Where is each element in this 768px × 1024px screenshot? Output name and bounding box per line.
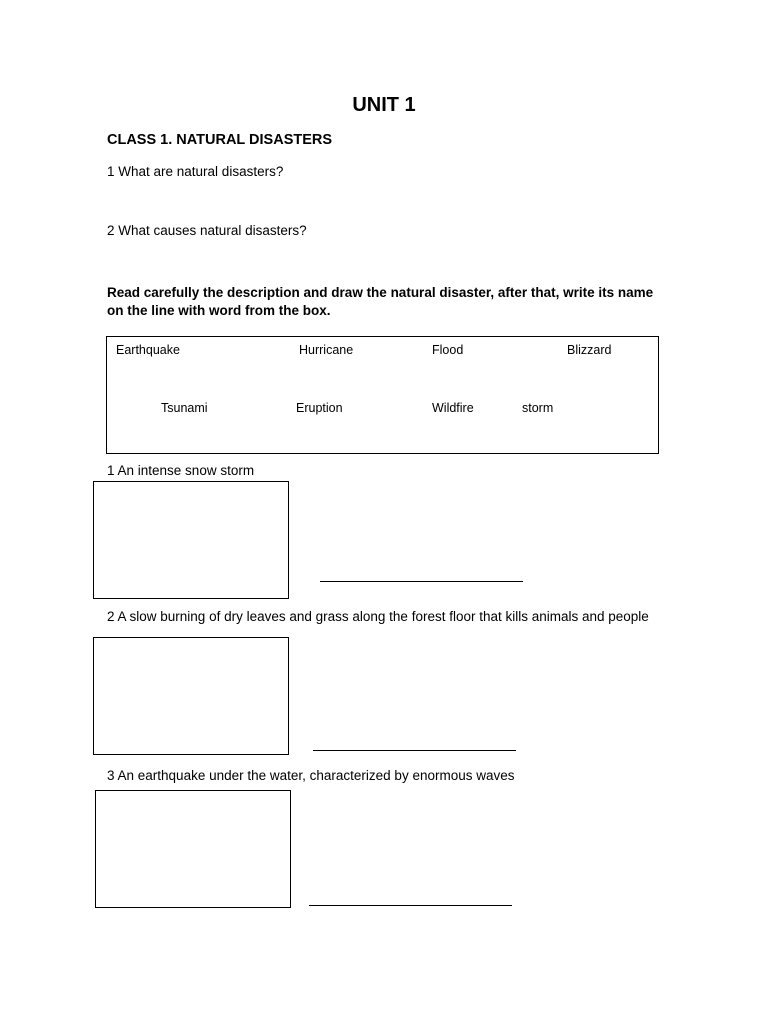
- exercise-1-answer-line[interactable]: [320, 581, 523, 582]
- word-box: [106, 336, 659, 454]
- word-earthquake: Earthquake: [116, 343, 180, 357]
- exercise-1-drawing-box[interactable]: [93, 481, 289, 599]
- page-title: UNIT 1: [352, 94, 416, 116]
- word-eruption: Eruption: [296, 401, 343, 415]
- exercise-2-answer-line[interactable]: [313, 750, 516, 751]
- word-flood: Flood: [432, 343, 464, 357]
- word-blizzard: Blizzard: [567, 343, 612, 357]
- word-hurricane: Hurricane: [299, 343, 354, 357]
- word-storm: storm: [522, 401, 554, 415]
- question-1: 1 What are natural disasters?: [107, 164, 284, 179]
- instructions: Read carefully the description and draw the natural disaster, after that, write its name on the line with word from the box.: [107, 285, 654, 318]
- exercise-1-prompt: 1 An intense snow storm: [107, 463, 255, 478]
- exercise-3-answer-line[interactable]: [309, 905, 512, 906]
- exercise-2-prompt: 2 A slow burning of dry leaves and grass along the forest floor that kills animals and people: [107, 609, 649, 624]
- class-heading: CLASS 1. NATURAL DISASTERS: [107, 132, 333, 148]
- exercise-2-drawing-box[interactable]: [93, 637, 289, 755]
- question-2: 2 What causes natural disasters?: [107, 223, 307, 238]
- exercise-3-prompt: 3 An earthquake under the water, characterized by enormous waves: [107, 768, 515, 783]
- word-tsunami: Tsunami: [161, 401, 208, 415]
- exercise-3-drawing-box[interactable]: [95, 790, 291, 908]
- word-wildfire: Wildfire: [432, 401, 474, 415]
